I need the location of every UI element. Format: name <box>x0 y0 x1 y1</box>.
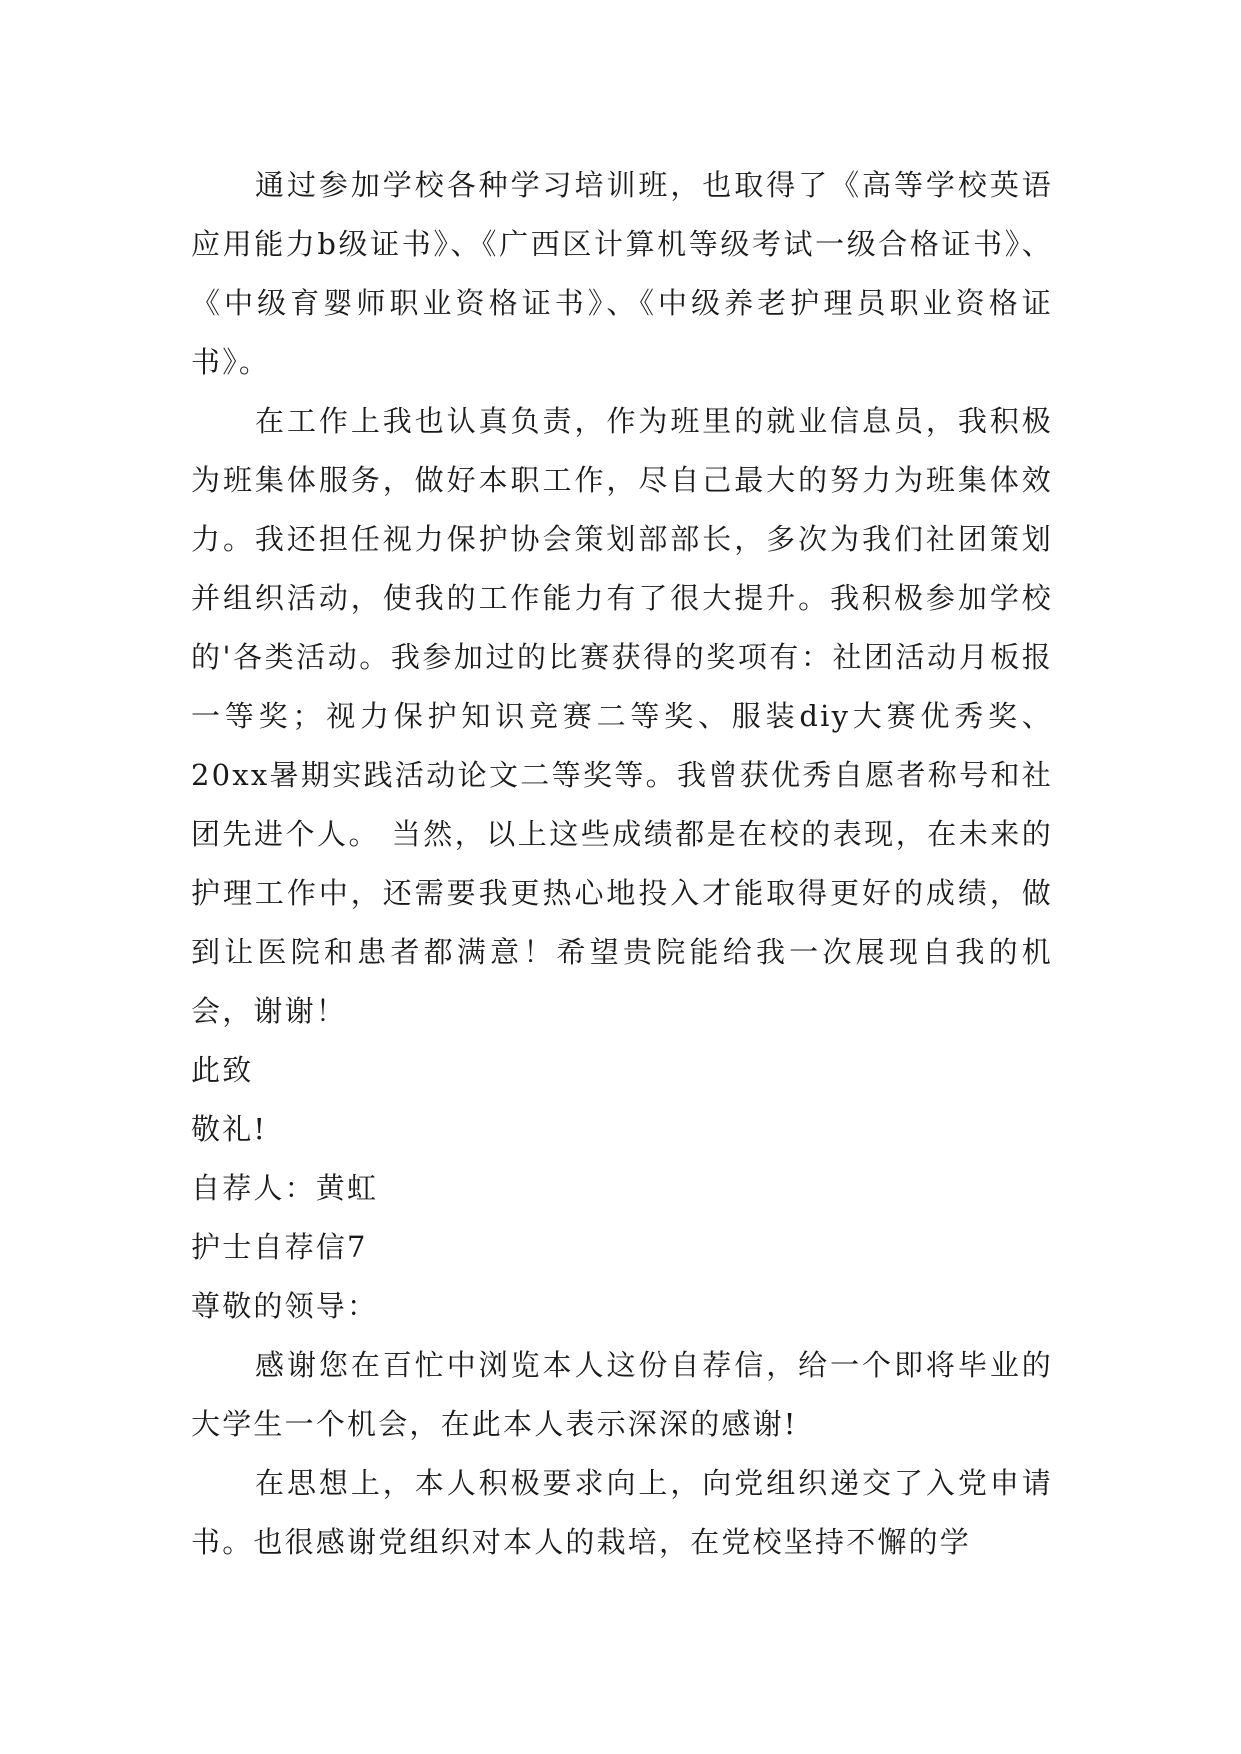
paragraph-ideology: 在思想上，本人积极要求向上，向党组织递交了入党申请书。也很感谢党组织对本人的栽培，在党校坚持不懈的学 <box>191 1466 1053 1559</box>
closing-line-1: 此致 <box>191 1053 254 1087</box>
paragraph-work-activities: 在工作上我也认真负责，作为班里的就业信息员，我积极为班集体服务，做好本职工作，尽自己最大的努力为班集体效力。我还担任视力保护协会策划部部长，多次为我们社团策划并组织活动，使我的工作能力有了很大提升。我积极参加学校的'各类活动。我参加过的比赛获得的奖项有：社团活动月板报一等奖；视力保护知识竞赛二等奖、服装diy大赛优秀奖、20xx暑期实践活动论文二等奖等。我曾获优秀自愿者称号和社团先进个人。 当然，以上这些成绩都是在校的表现，在未来的护理工作中，还需要我更热心地投入才能取得更好的成绩，做到让医院和患者都满意！希望贵院能给我一次展现自我的机会，谢谢！ <box>191 404 1053 1028</box>
closing-line-2: 敬礼! <box>191 1112 268 1146</box>
paragraph-certificates: 通过参加学校各种学习培训班，也取得了《高等学校英语应用能力b级证书》、《广西区计算机等级考试一级合格证书》、《中级育婴师职业资格证书》、《中级养老护理员职业资格证书》。 <box>191 168 1053 379</box>
letter-title: 护士自荐信7 <box>191 1230 368 1264</box>
paragraph-thanks: 感谢您在百忙中浏览本人这份自荐信，给一个即将毕业的大学生一个机会，在此本人表示深深的感谢! <box>191 1348 1053 1441</box>
document-body <box>191 156 1053 1572</box>
signature-line: 自荐人：黄虹 <box>191 1171 379 1205</box>
salutation: 尊敬的领导： <box>191 1289 379 1323</box>
